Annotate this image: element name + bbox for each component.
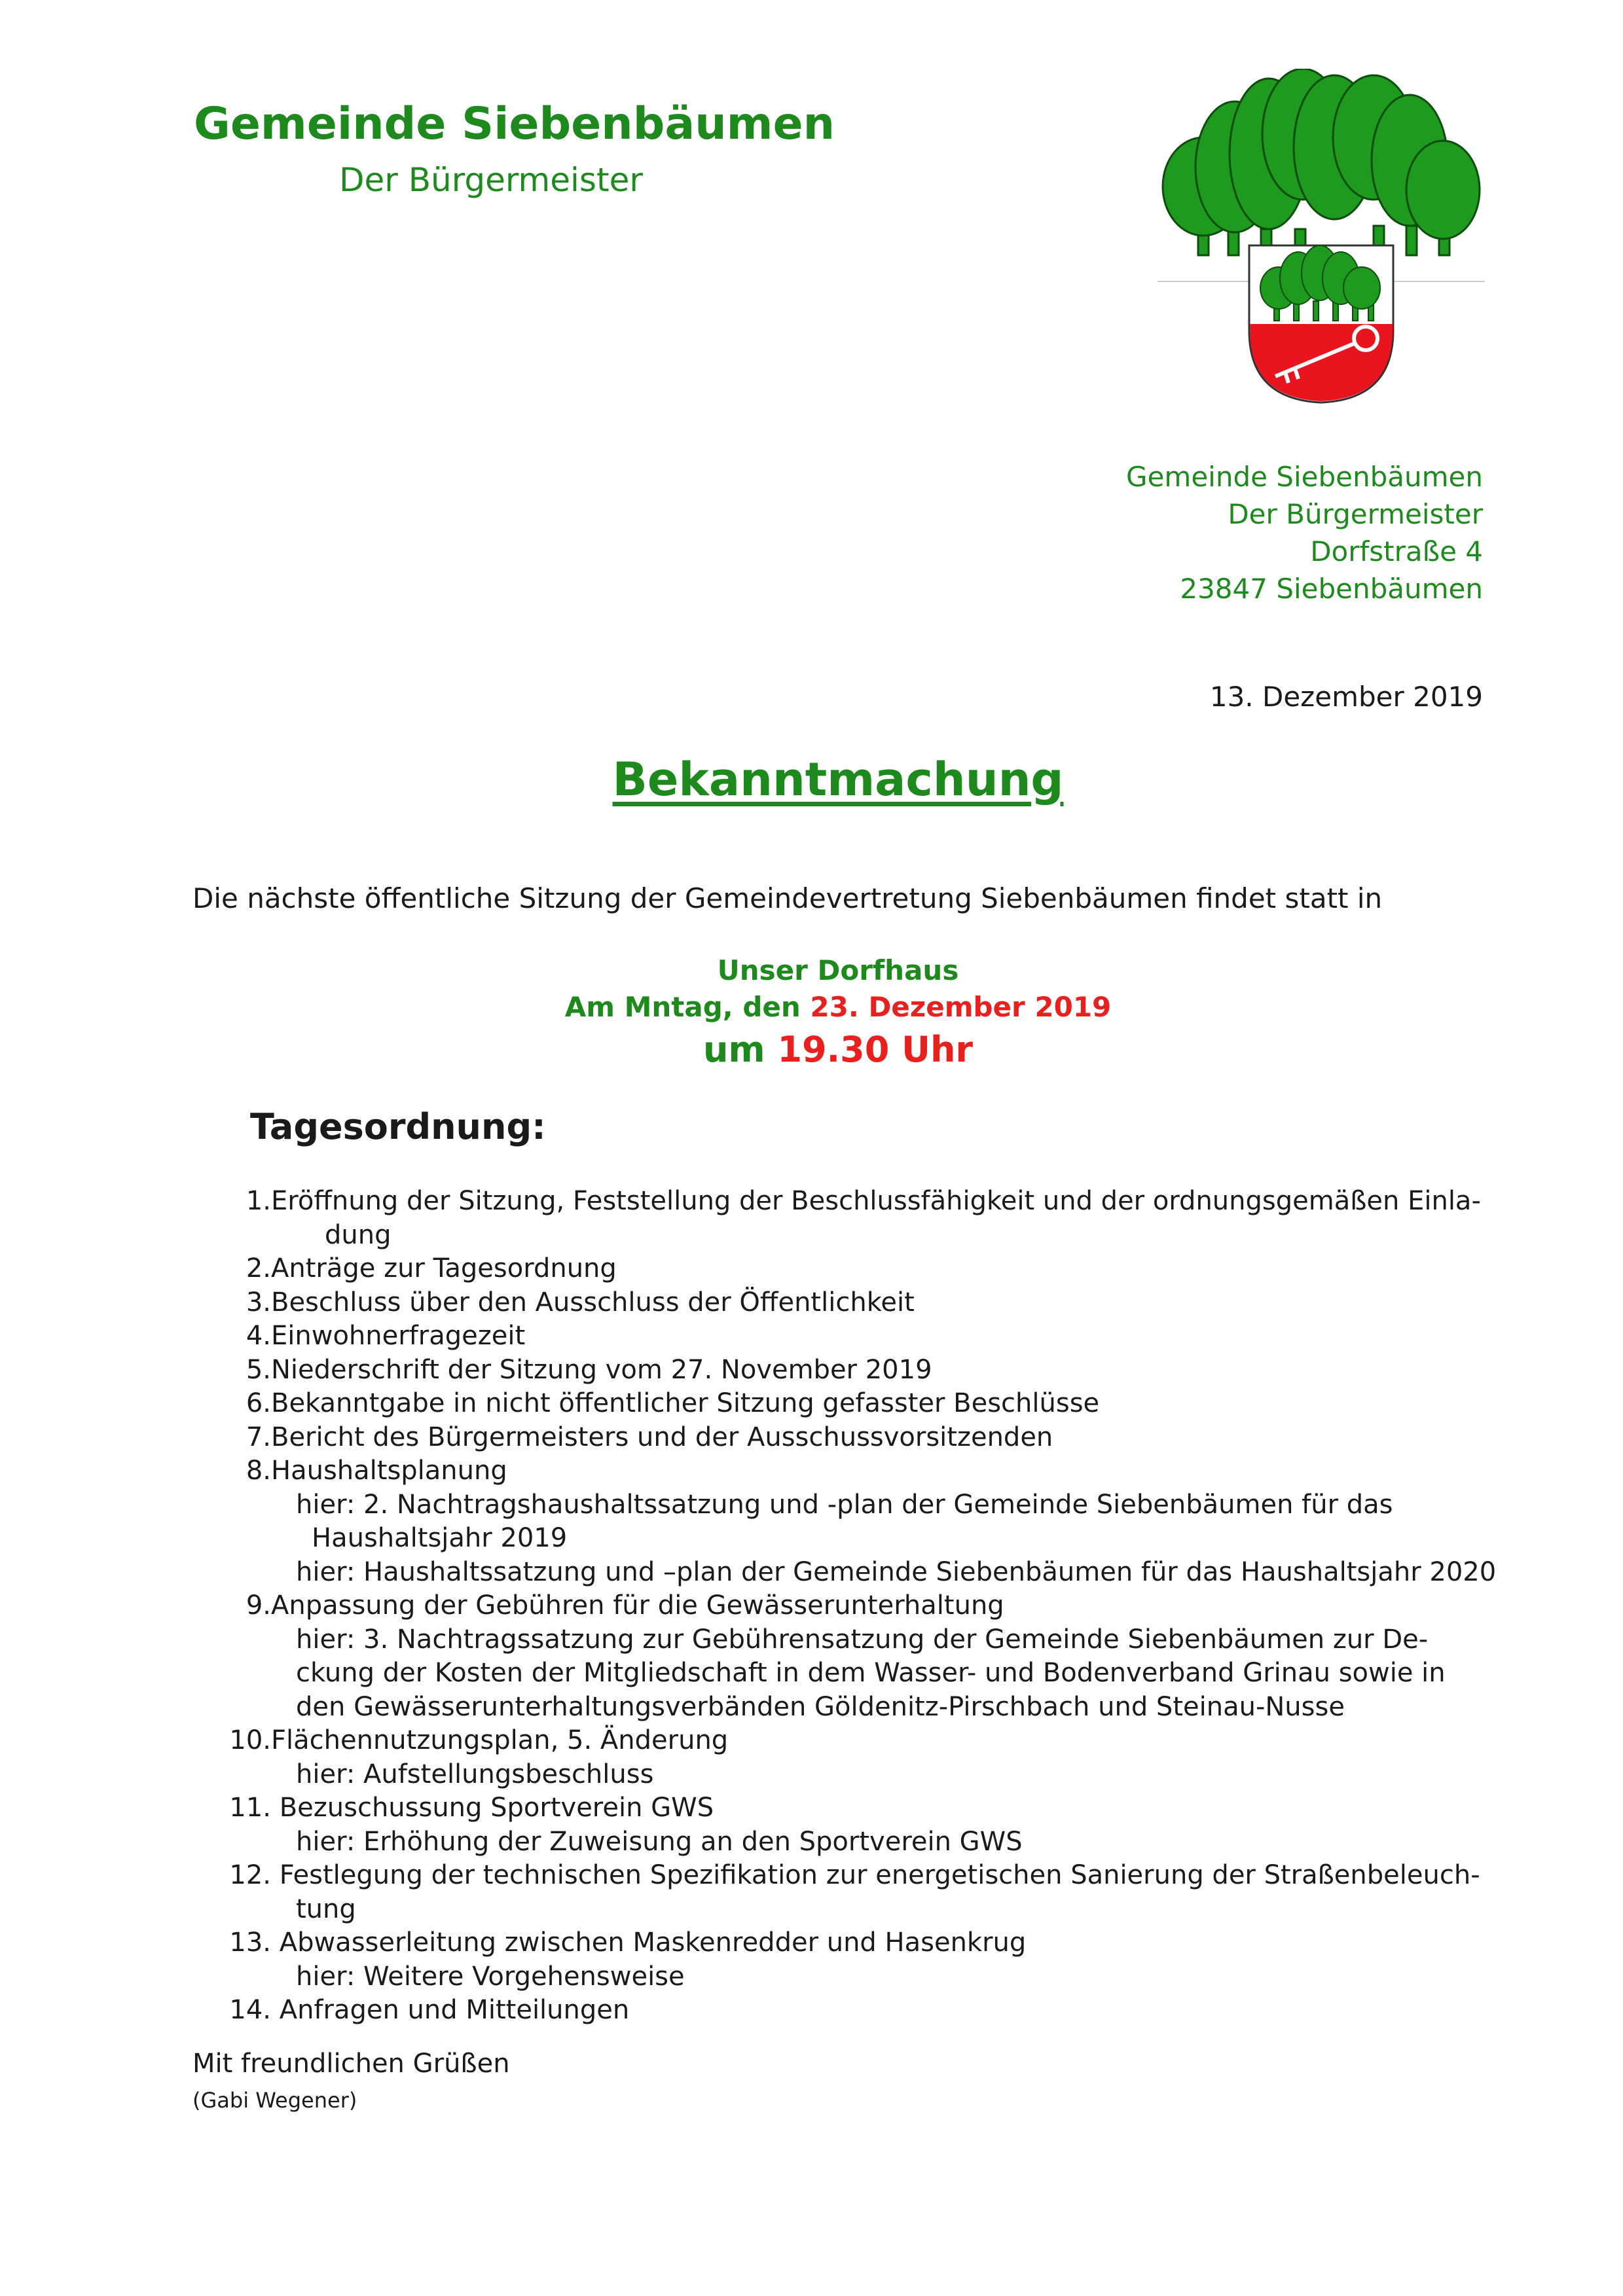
agenda-item	[203, 1387, 1486, 1421]
agenda-item-number: 5.	[246, 1354, 271, 1385]
agenda-item-number: 12.	[229, 1860, 271, 1890]
agenda-item-detail	[203, 1556, 1497, 1590]
agenda-item-number: 9.	[246, 1590, 271, 1621]
agenda-item-text: hier: Weitere Vorgehensweise	[296, 1961, 685, 1992]
intro-text: Die nächste öffentliche Sitzung der Gemeindevertretung Siebenbäumen findet statt in	[192, 882, 1383, 914]
agenda-item-text: Bericht des Bürgermeisters und der Ausschussvorsitzenden	[271, 1422, 1053, 1452]
agenda-item	[203, 1421, 1486, 1455]
agenda-item	[203, 1319, 1486, 1354]
agenda-item-text: hier: Erhöhung der Zuweisung an den Sportverein GWS	[296, 1826, 1023, 1857]
agenda-item-text: Abwasserleitung zwischen Maskenredder und Hasenkrug	[271, 1928, 1027, 1958]
agenda-item-number: 14.	[229, 1995, 271, 2025]
agenda-item-continuation: dung	[325, 1219, 392, 1250]
agenda-item-text: tung	[296, 1893, 356, 1924]
agenda-item	[203, 1286, 1486, 1320]
agenda-item-number: 1.	[246, 1186, 271, 1216]
agenda-item-text: ckung der Kosten der Mitgliedschaft in dem Wasser- und Bodenverband Grinau sowie in	[296, 1658, 1446, 1688]
agenda-item-detail	[203, 1657, 1486, 1691]
agenda-item-detail	[203, 1893, 1486, 1927]
agenda-item-text: Beschluss über den Ausschluss der Öffentlichkeit	[271, 1287, 915, 1318]
agenda-title: Tagesordnung:	[250, 1106, 546, 1147]
org-subtitle: Der Bürgermeister	[339, 161, 643, 199]
address-line-org: Gemeinde Siebenbäumen	[1126, 461, 1483, 493]
agenda-item-text: den Gewässerunterhaltungsverbänden Göldenitz-Pirschbach und Steinau-Nusse	[296, 1691, 1345, 1722]
agenda-item-text: hier: 3. Nachtragssatzung zur Gebührensatzung der Gemeinde Siebenbäumen zur De-	[296, 1624, 1429, 1655]
agenda-item	[203, 1859, 1486, 1893]
agenda-item-text: Niederschrift der Sitzung vom 27. November 2019	[271, 1354, 932, 1385]
agenda-item	[203, 1185, 1486, 1219]
meeting-day	[0, 989, 1623, 1026]
address-line-office: Der Bürgermeister	[1228, 498, 1483, 530]
address-line-street: Dorfstraße 4	[1310, 535, 1483, 567]
agenda-item-detail	[203, 1691, 1486, 1725]
agenda-item-detail	[203, 1825, 1486, 1859]
agenda-item	[203, 1354, 1486, 1388]
meeting-time-prefix: um	[702, 1029, 778, 1070]
agenda-item-text: Einwohnerfragezeit	[271, 1321, 526, 1351]
agenda-item-number: 2.	[246, 1253, 271, 1283]
agenda-list	[203, 1185, 1497, 2028]
agenda-item-text: Flächennutzungsplan, 5. Änderung	[271, 1725, 729, 1755]
agenda-item-number: 13.	[229, 1928, 271, 1958]
agenda-item-detail	[203, 1960, 1486, 1994]
agenda-item-text: Anfragen und Mitteilungen	[271, 1995, 630, 2025]
agenda-item	[203, 1454, 1486, 1488]
agenda-item-text: Anpassung der Gebühren für die Gewässerunterhaltung	[271, 1590, 1004, 1621]
agenda-item-number: 4.	[246, 1321, 271, 1351]
agenda-item-text: Festlegung der technischen Spezifikation zur energetischen Sanierung der Straßenbeleuch-	[271, 1860, 1480, 1890]
agenda-item-number: 3.	[246, 1287, 271, 1318]
agenda-item-text: Anträge zur Tagesordnung	[271, 1253, 617, 1283]
agenda-item-number: 6.	[246, 1388, 271, 1418]
agenda-item	[203, 1252, 1486, 1286]
agenda-item-detail	[203, 1522, 1486, 1556]
agenda-item	[203, 1926, 1486, 1960]
agenda-item-text: Bezuschussung Sportverein GWS	[271, 1793, 714, 1823]
agenda-item-text: Bekanntgabe in nicht öffentlicher Sitzung gefasster Beschlüsse	[271, 1388, 1100, 1418]
agenda-item-number: 11.	[229, 1793, 271, 1823]
agenda-item-text: hier: Aufstellungsbeschluss	[296, 1759, 654, 1789]
letter-date: 13. Dezember 2019	[1209, 681, 1483, 713]
agenda-item-detail	[203, 1758, 1486, 1792]
sender-address	[1126, 458, 1483, 607]
agenda-item	[203, 1724, 1486, 1758]
meeting-date: 23. Dezember 2019	[810, 991, 1112, 1023]
agenda-item-text: Eröffnung der Sitzung, Feststellung der Beschlussfähigkeit und der ordnungsgemäßen Einla-	[271, 1186, 1481, 1216]
agenda-item	[203, 1791, 1486, 1825]
agenda-item-number: 10.	[229, 1725, 271, 1755]
meeting-time-value: 19.30 Uhr	[777, 1029, 974, 1070]
agenda-item-text: hier: 2. Nachtragshaushaltssatzung und -plan der Gemeinde Siebenbäumen für das	[296, 1489, 1393, 1520]
agenda-item	[203, 1589, 1486, 1623]
meeting-place: Unser Dorfhaus	[717, 954, 959, 986]
agenda-item-number: 8.	[246, 1456, 271, 1486]
agenda-item	[203, 1994, 1486, 2028]
closing-greeting: Mit freundlichen Grüßen	[192, 2049, 510, 2079]
headline: Bekanntmachung	[612, 753, 1064, 806]
meeting-day-prefix: Am Mntag, den	[564, 991, 811, 1023]
org-title: Gemeinde Siebenbäumen	[194, 98, 835, 150]
agenda-item-number: 7.	[246, 1422, 271, 1452]
agenda-item-detail	[203, 1623, 1486, 1657]
meeting-details	[0, 952, 1623, 1074]
agenda-item-detail	[203, 1488, 1486, 1522]
agenda-item-text: hier: Haushaltssatzung und –plan der Gemeinde Siebenbäumen für das Haushaltsjahr 2020	[296, 1556, 1497, 1587]
address-line-city: 23847 Siebenbäumen	[1180, 573, 1483, 605]
agenda-item-text: Haushaltsjahr 2019	[312, 1523, 568, 1553]
agenda-item-text: Haushaltsplanung	[271, 1456, 507, 1486]
signer-name: (Gabi Wegener)	[192, 2088, 357, 2113]
coat-of-arms-trees-key-icon	[1158, 69, 1485, 409]
meeting-time	[0, 1026, 1623, 1074]
